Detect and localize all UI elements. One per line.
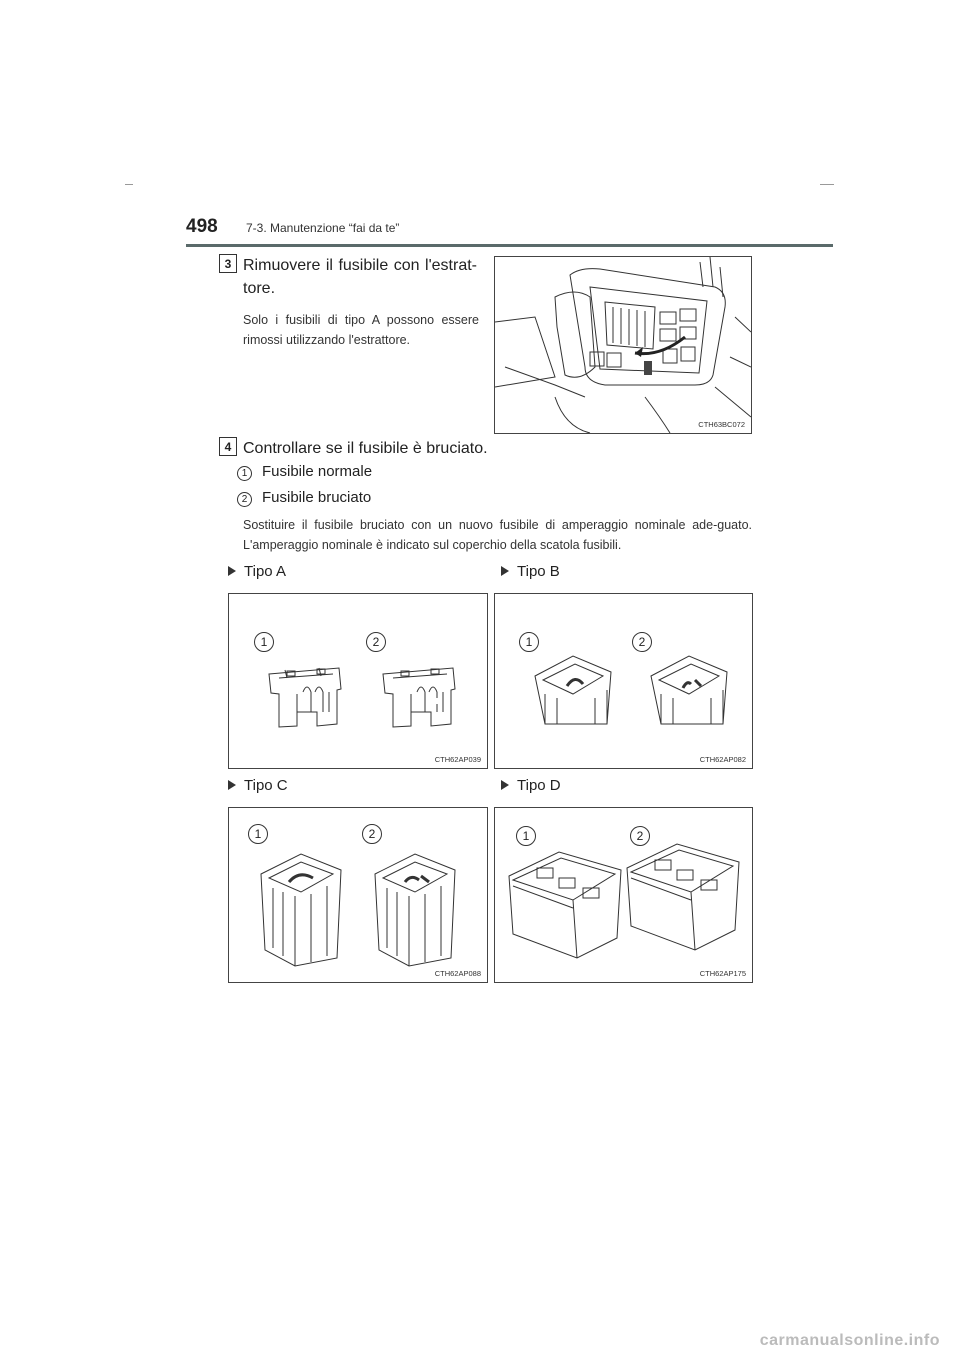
type-b-fuse-drawing <box>495 594 752 768</box>
figure-code: CTH62AP175 <box>699 969 746 978</box>
figure-code: CTH63BC072 <box>698 420 745 429</box>
callout-blown: 2 <box>362 824 382 844</box>
crop-mark-left <box>125 184 133 185</box>
item-1-label: Fusibile normale <box>262 463 373 480</box>
crop-mark-right <box>820 184 834 185</box>
bullet-triangle-icon <box>228 780 236 790</box>
callout-blown: 2 <box>630 826 650 846</box>
type-c-heading <box>228 777 288 794</box>
fuse-removal-drawing <box>495 257 751 433</box>
type-a-label: Tipo A <box>244 563 286 580</box>
step-4-note: Sostituire il fusibile bruciato con un nuovo fusibile di amperaggio nominale ade-guato. L'amperaggio nominale è indicato sul coperchio della scatola fusibili. <box>243 518 752 552</box>
callout-blown: 2 <box>366 632 386 652</box>
step-3-badge: 3 <box>219 254 237 273</box>
item-2-marker: 2 <box>237 492 252 507</box>
footer-watermark: carmanualsonline.info <box>759 1332 940 1349</box>
bullet-triangle-icon <box>501 566 509 576</box>
fuse-type-c-figure <box>228 807 488 983</box>
step-3-title: Rimuovere il fusibile con l'estrat-tore. <box>243 257 477 297</box>
type-d-label: Tipo D <box>517 777 561 794</box>
header-rule <box>186 244 833 247</box>
step-4-title: Controllare se il fusibile è bruciato. <box>243 440 488 457</box>
type-b-label: Tipo B <box>517 563 560 580</box>
callout-blown: 2 <box>632 632 652 652</box>
step-4-badge: 4 <box>219 437 237 456</box>
step-3-note: Solo i fusibili di tipo A possono essere rimossi utilizzando l'estrattore. <box>243 313 479 347</box>
fuse-type-a-figure <box>228 593 488 769</box>
type-c-label: Tipo C <box>244 777 288 794</box>
page-number: 498 <box>186 216 218 237</box>
fuse-box-illustration <box>494 256 752 434</box>
figure-code: CTH62AP039 <box>434 755 481 764</box>
type-a-heading <box>228 563 286 580</box>
callout-normal: 1 <box>516 826 536 846</box>
callout-normal: 1 <box>248 824 268 844</box>
callout-normal: 1 <box>254 632 274 652</box>
section-title: 7-3. Manutenzione “fai da te” <box>246 221 400 235</box>
item-1-marker: 1 <box>237 466 252 481</box>
bullet-triangle-icon <box>501 780 509 790</box>
bullet-triangle-icon <box>228 566 236 576</box>
type-d-fuse-drawing <box>495 808 752 982</box>
figure-code: CTH62AP088 <box>434 969 481 978</box>
fuse-type-d-figure <box>494 807 753 983</box>
type-c-fuse-drawing <box>229 808 487 982</box>
item-2-label: Fusibile bruciato <box>262 489 372 506</box>
type-a-fuse-drawing <box>229 594 487 768</box>
fuse-type-b-figure <box>494 593 753 769</box>
type-b-heading <box>501 563 560 580</box>
type-d-heading <box>501 777 561 794</box>
figure-code: CTH62AP082 <box>699 755 746 764</box>
callout-normal: 1 <box>519 632 539 652</box>
